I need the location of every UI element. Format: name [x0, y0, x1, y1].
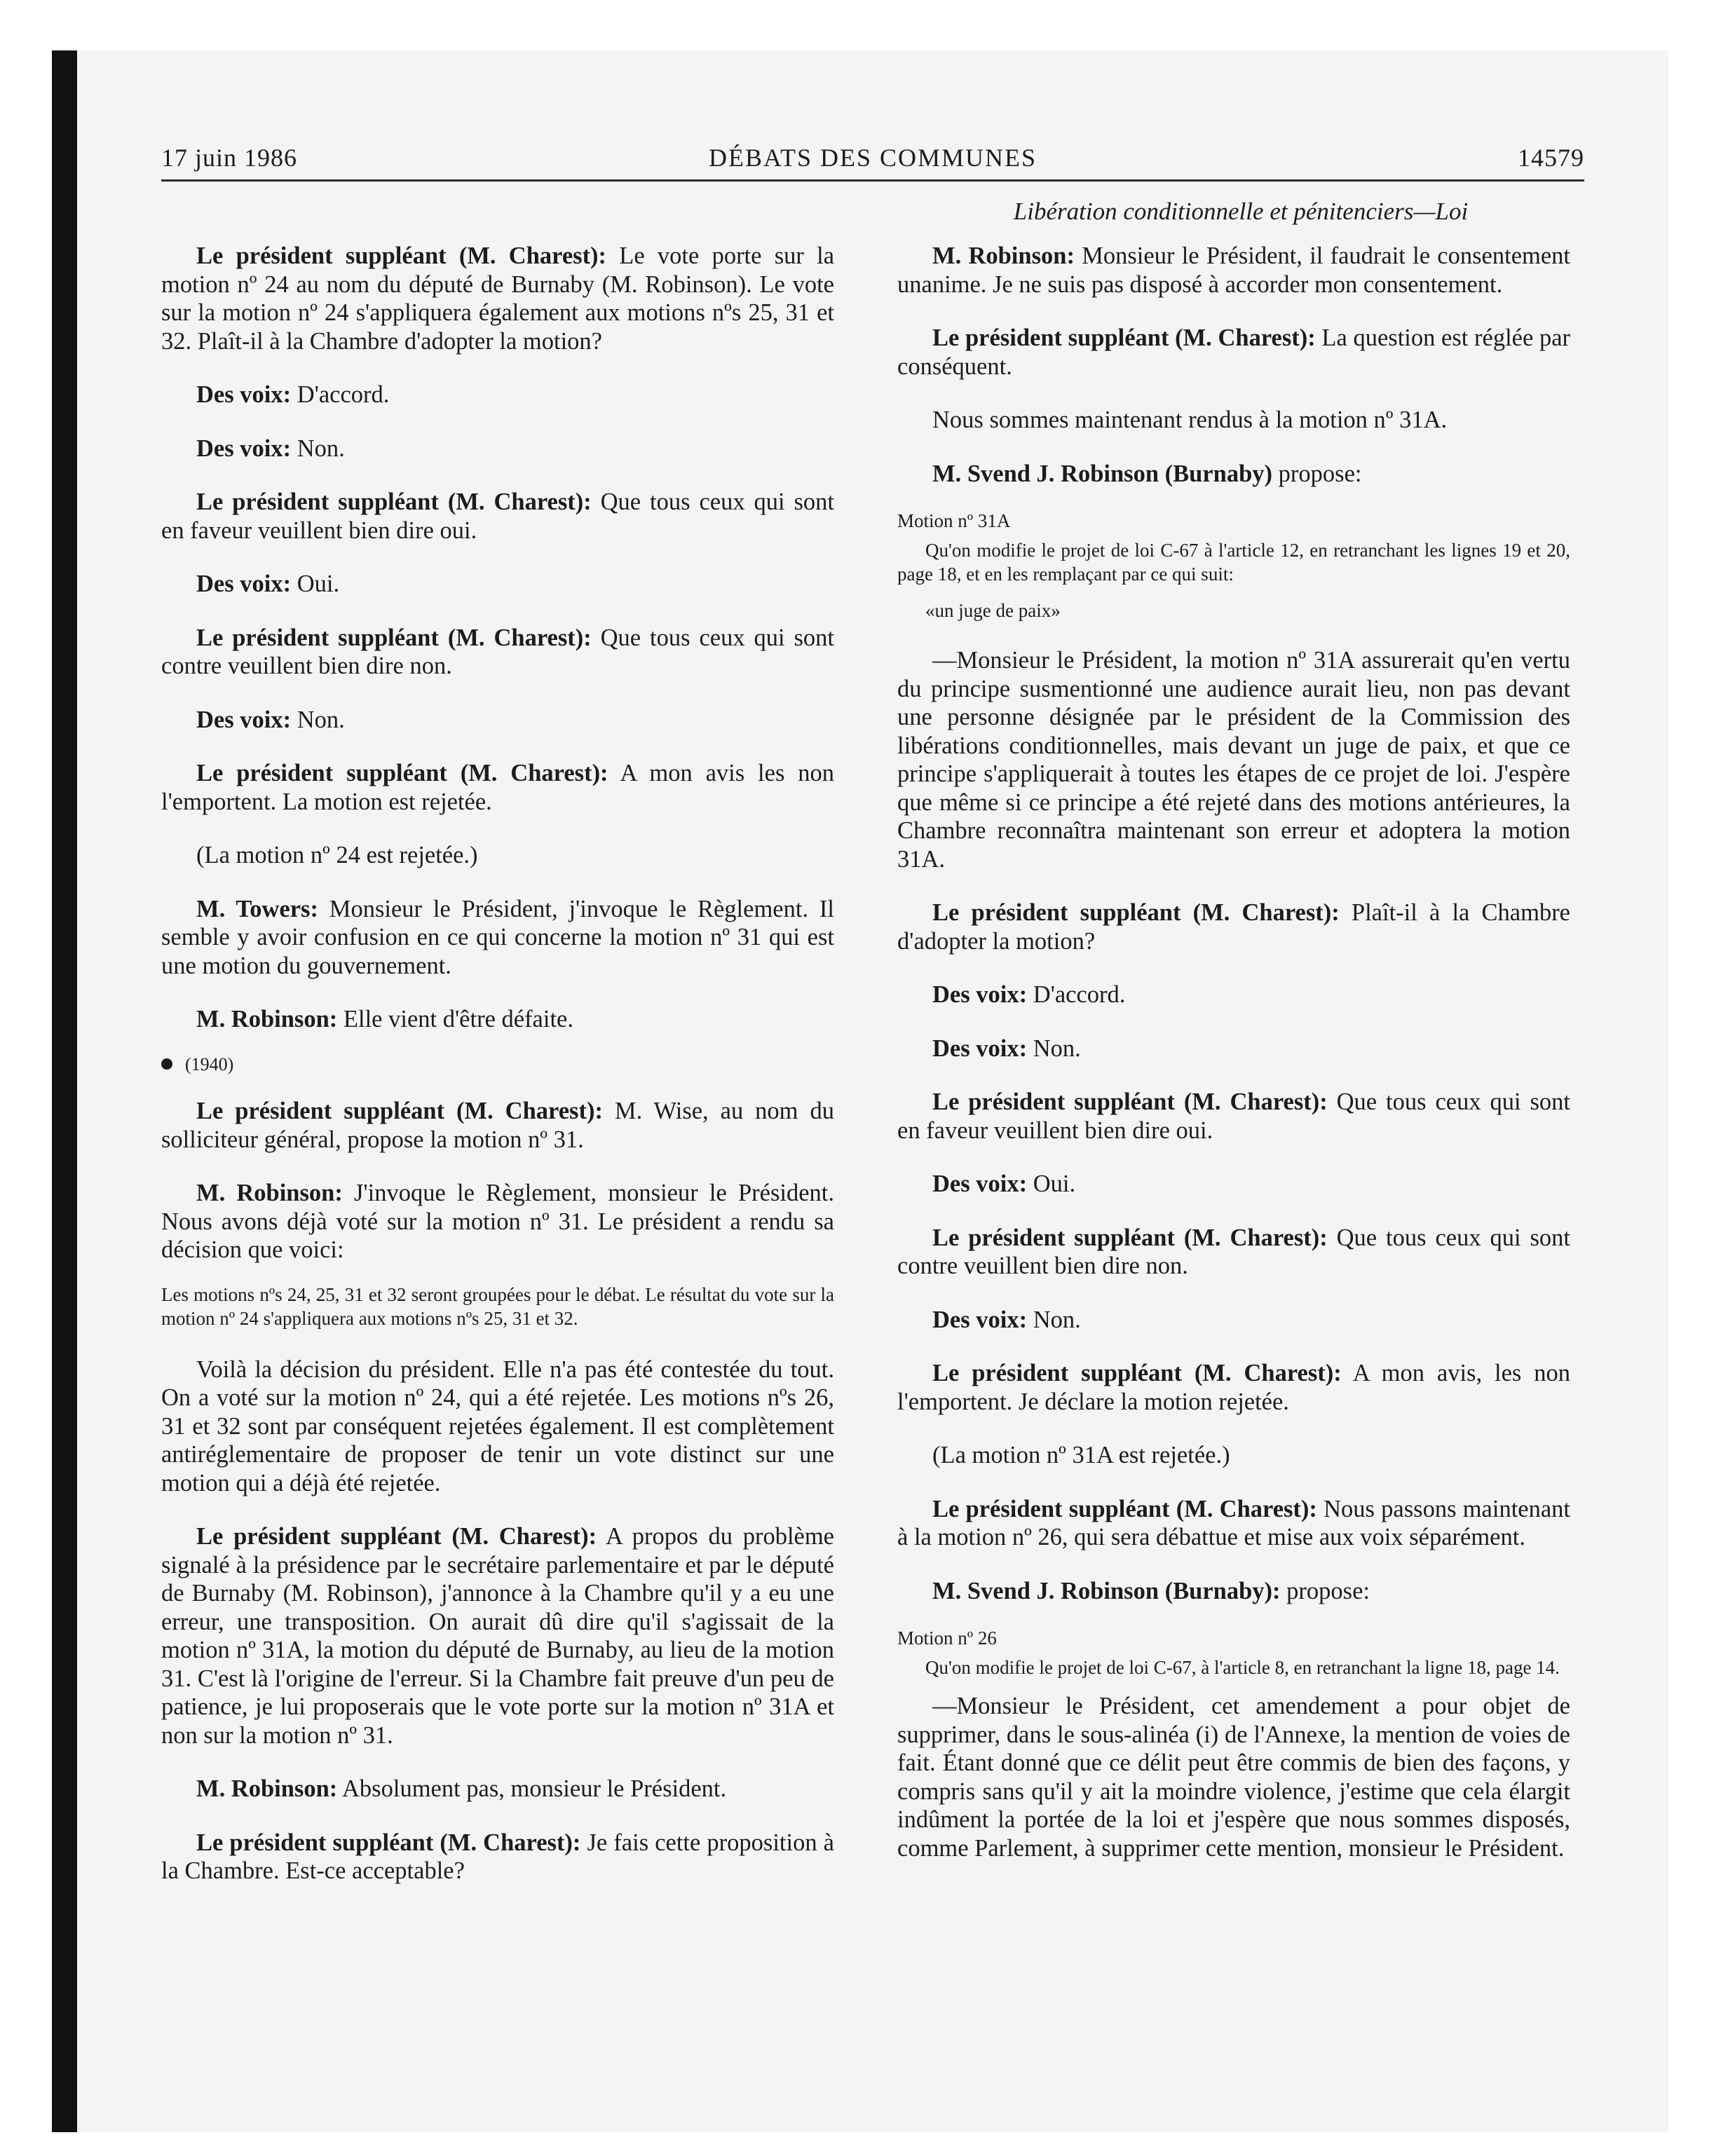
scan-margin — [0, 0, 55, 2156]
right-column — [897, 235, 1570, 1888]
speaker-name: Le président suppléant (M. Charest): — [196, 243, 607, 269]
speech-paragraph — [897, 1577, 1570, 1606]
motion-label: Motion nº 26 — [897, 1628, 997, 1649]
speaker-name: Des voix: — [932, 1171, 1028, 1197]
header-page-number: 14579 — [1518, 144, 1584, 172]
speech-text: propose: — [1280, 1577, 1370, 1604]
speech-paragraph — [161, 242, 834, 355]
speech-text: Que tous ceux qui sont en faveur veuillent bien dire oui. — [897, 1089, 1570, 1144]
scan-binding-edge — [52, 50, 77, 2132]
speech-text: —Monsieur le Président, cet amendement a pour objet de supprimer, dans le sous-alinéa (i) de l'Annexe, la mention de voies de fait. Étant donné que ce délit peut être commis de bien des façons, y compris sans qu'il y ait la moindre violence, j'estime que cela élargit indûment la portée de la loi et j'espère que nous sommes disposés, comme Parlement, à supprimer cette mention, monsieur le Président. — [897, 1693, 1570, 1862]
speaker-name: Le président suppléant (M. Charest): — [196, 1098, 603, 1124]
speaker-name: Le président suppléant (M. Charest): — [932, 899, 1340, 926]
motion-label: Motion nº 31A — [897, 510, 1011, 531]
speaker-name: Le président suppléant (M. Charest): — [196, 489, 592, 515]
page-header — [161, 140, 1584, 182]
speech-paragraph — [161, 1097, 834, 1154]
speaker-name: Le président suppléant (M. Charest): — [196, 1523, 597, 1550]
speech-text: (La motion nº 31A est rejetée.) — [932, 1442, 1230, 1468]
speaker-name: Des voix: — [196, 706, 292, 733]
speech-text: J'invoque le Règlement, monsieur le Président. Nous avons déjà voté sur la motion nº 31. Le président a rendu sa décision que voici: — [161, 1180, 834, 1263]
speech-paragraph — [897, 1035, 1570, 1063]
speaker-name: M. Svend J. Robinson (Burnaby) — [932, 460, 1273, 487]
speech-text: Non. — [291, 706, 345, 733]
speech-paragraph — [161, 706, 834, 735]
speech-paragraph — [897, 899, 1570, 955]
speaker-name: Des voix: — [932, 981, 1028, 1008]
speech-paragraph — [897, 646, 1570, 873]
running-head: Libération conditionnelle et pénitenciers—Loi — [1013, 198, 1469, 225]
header-date: 17 juin 1986 — [161, 144, 298, 172]
speaker-name: Des voix: — [932, 1035, 1028, 1062]
speech-text: A mon avis, les non l'emportent. Je déclare la motion rejetée. — [897, 1360, 1571, 1415]
time-stamp-text: (1940) — [185, 1053, 234, 1074]
speech-text: Je fais cette proposition à la Chambre. Est-ce acceptable? — [161, 1829, 834, 1884]
motion-replacement-text: «un juge de paix» — [925, 600, 1061, 621]
speech-text: Que tous ceux qui sont contre veuillent bien dire non. — [897, 1224, 1570, 1279]
header-title: DÉBATS DES COMMUNES — [708, 144, 1037, 172]
speech-paragraph — [897, 242, 1570, 299]
speech-text: D'accord. — [291, 381, 390, 408]
speech-paragraph — [897, 1306, 1570, 1335]
speech-paragraph — [897, 1692, 1570, 1862]
speech-text: propose: — [1272, 460, 1362, 487]
speech-text: D'accord. — [1027, 981, 1126, 1008]
speech-paragraph — [161, 1005, 834, 1034]
speech-text: Nous sommes maintenant rendus à la motion nº 31A. — [932, 407, 1448, 433]
speaker-name: Le président suppléant (M. Charest): — [932, 325, 1316, 351]
speaker-name: Le président suppléant (M. Charest): — [932, 1089, 1328, 1115]
speech-paragraph — [161, 1775, 834, 1803]
speaker-name: M. Robinson: — [932, 243, 1075, 269]
speech-paragraph — [161, 841, 834, 870]
speech-text: Monsieur le Président, il faudrait le consentement unanime. Je ne suis pas disposé à accorder mon consentement. — [897, 243, 1570, 298]
speech-text: Oui. — [1027, 1171, 1076, 1197]
speaker-name: M. Svend J. Robinson (Burnaby): — [932, 1577, 1281, 1604]
speaker-name: M. Robinson: — [196, 1006, 338, 1032]
left-column — [161, 235, 834, 1911]
speech-text: Non. — [1027, 1035, 1081, 1062]
speech-text: Le vote porte sur la motion nº 24 au nom du député de Burnaby (M. Robinson). Le vote sur la motion nº 24 s'appliquera également aux motions nºs 25, 31 et 32. Plaît-il à la Chambre d'adopter la motion? — [161, 243, 835, 355]
speech-text: Non. — [1027, 1306, 1081, 1333]
speaker-name: Le président suppléant (M. Charest): — [196, 624, 592, 651]
speaker-name: Le président suppléant (M. Charest): — [196, 760, 608, 786]
speech-text: Plaît-il à la Chambre d'adopter la motion? — [897, 899, 1570, 955]
speech-paragraph — [161, 1356, 834, 1498]
speech-paragraph — [897, 1088, 1570, 1145]
speech-text: Monsieur le Président, j'invoque le Règlement. Il semble y avoir confusion en ce qui concerne la motion nº 31 qui est une motion du gouvernement. — [161, 895, 834, 979]
speaker-name: Le président suppléant (M. Charest): — [932, 1495, 1317, 1522]
speech-paragraph — [161, 1829, 834, 1885]
speech-text: —Monsieur le Président, la motion nº 31A assurerait qu'en vertu du principe susmentionné une audience aurait lieu, non pas devant une personne désignée par le président de la Commission des libérations conditionnelles, mais devant un juge de paix, et que ce principe s'appliquerait à toutes les étapes de ce projet de loi. J'espère que même si ce principe a été rejeté dans des motions antérieures, la Chambre reconnaîtra maintenant son erreur et adoptera la motion 31A. — [897, 647, 1570, 873]
quoted-ruling: Les motions nºs 24, 25, 31 et 32 seront groupées pour le débat. Le résultat du vote sur la motion nº 24 s'appliquera aux motions nºs 25, 31 et 32. — [161, 1283, 834, 1329]
speech-paragraph — [897, 324, 1570, 381]
speech-paragraph — [161, 895, 834, 981]
speech-text: Non. — [291, 435, 345, 462]
speech-text: A propos du problème signalé à la présidence par le secrétaire parlementaire et par le député de Burnaby (M. Robinson), j'annonce à la Chambre qu'il y a eu une erreur, une transposition. On aurait dû dire qu'il s'agissait de la motion nº 31A, la motion du député de Burnaby, au lieu de la motion 31. C'est là l'origine de l'erreur. Si la Chambre fait preuve d'un peu de patience, je lui proposerais que le vote porte sur la motion nº 31A et non sur la motion nº 31. — [161, 1523, 834, 1749]
speech-text: A mon avis les non l'emportent. La motion est rejetée. — [161, 760, 834, 815]
speech-text: La question est réglée par conséquent. — [897, 325, 1571, 380]
speech-paragraph — [161, 488, 834, 545]
speech-text: Que tous ceux qui sont contre veuillent bien dire non. — [161, 624, 834, 679]
speaker-name: Le président suppléant (M. Charest): — [932, 1224, 1328, 1251]
speaker-name: Le président suppléant (M. Charest): — [196, 1829, 581, 1856]
speaker-name: Des voix: — [932, 1306, 1028, 1333]
speaker-name: Des voix: — [196, 571, 292, 597]
speech-text: Voilà la décision du président. Elle n'a pas été contestée du tout. On a voté sur la motion nº 24, qui a été rejetée. Les motions nºs 26, 31 et 32 sont par conséquent rejetées également. Il est complètement antiréglementaire de proposer de tenir un vote distinct sur une motion qui a déjà été rejetée. — [161, 1356, 834, 1496]
speech-paragraph — [897, 460, 1570, 489]
speech-paragraph — [897, 1441, 1570, 1470]
speaker-name: Le président suppléant (M. Charest): — [932, 1360, 1342, 1386]
speech-paragraph — [897, 1359, 1570, 1416]
motion-text: Qu'on modifie le projet de loi C-67 à l'article 12, en retranchant les lignes 19 et 20, page 18, et en les remplaçant par ce qui suit: — [897, 540, 1570, 585]
speech-text: Que tous ceux qui sont en faveur veuillent bien dire oui. — [161, 489, 834, 544]
speech-text: M. Wise, au nom du solliciteur général, propose la motion nº 31. — [161, 1098, 834, 1153]
speech-paragraph — [161, 570, 834, 599]
speaker-name: Des voix: — [196, 381, 292, 408]
speaker-name: M. Robinson: — [196, 1775, 338, 1802]
motion-text: Qu'on modifie le projet de loi C-67, à l'article 8, en retranchant la ligne 18, page 14. — [925, 1657, 1560, 1678]
time-stamp — [161, 1051, 834, 1079]
speech-paragraph — [161, 1179, 834, 1264]
speech-text: Nous passons maintenant à la motion nº 26, qui sera débattue et mise aux voix séparément. — [897, 1495, 1570, 1550]
speech-text: Absolument pas, monsieur le Président. — [337, 1775, 727, 1802]
speech-paragraph — [161, 624, 834, 681]
speech-paragraph — [897, 1495, 1570, 1552]
speech-paragraph — [161, 759, 834, 816]
speech-paragraph — [897, 406, 1570, 435]
speaker-name: Des voix: — [196, 435, 292, 462]
speech-paragraph — [897, 1224, 1570, 1281]
speaker-name: M. Towers: — [196, 895, 318, 922]
speech-paragraph — [161, 1522, 834, 1749]
speech-paragraph — [897, 981, 1570, 1009]
speech-text: Oui. — [291, 571, 340, 597]
speaker-name: M. Robinson: — [196, 1180, 343, 1206]
speech-paragraph — [897, 1170, 1570, 1199]
bullet-icon — [161, 1058, 172, 1070]
speech-paragraph — [161, 435, 834, 463]
speech-paragraph — [161, 381, 834, 409]
speech-text: (La motion nº 24 est rejetée.) — [196, 842, 478, 868]
speech-text: Elle vient d'être défaite. — [337, 1006, 573, 1032]
